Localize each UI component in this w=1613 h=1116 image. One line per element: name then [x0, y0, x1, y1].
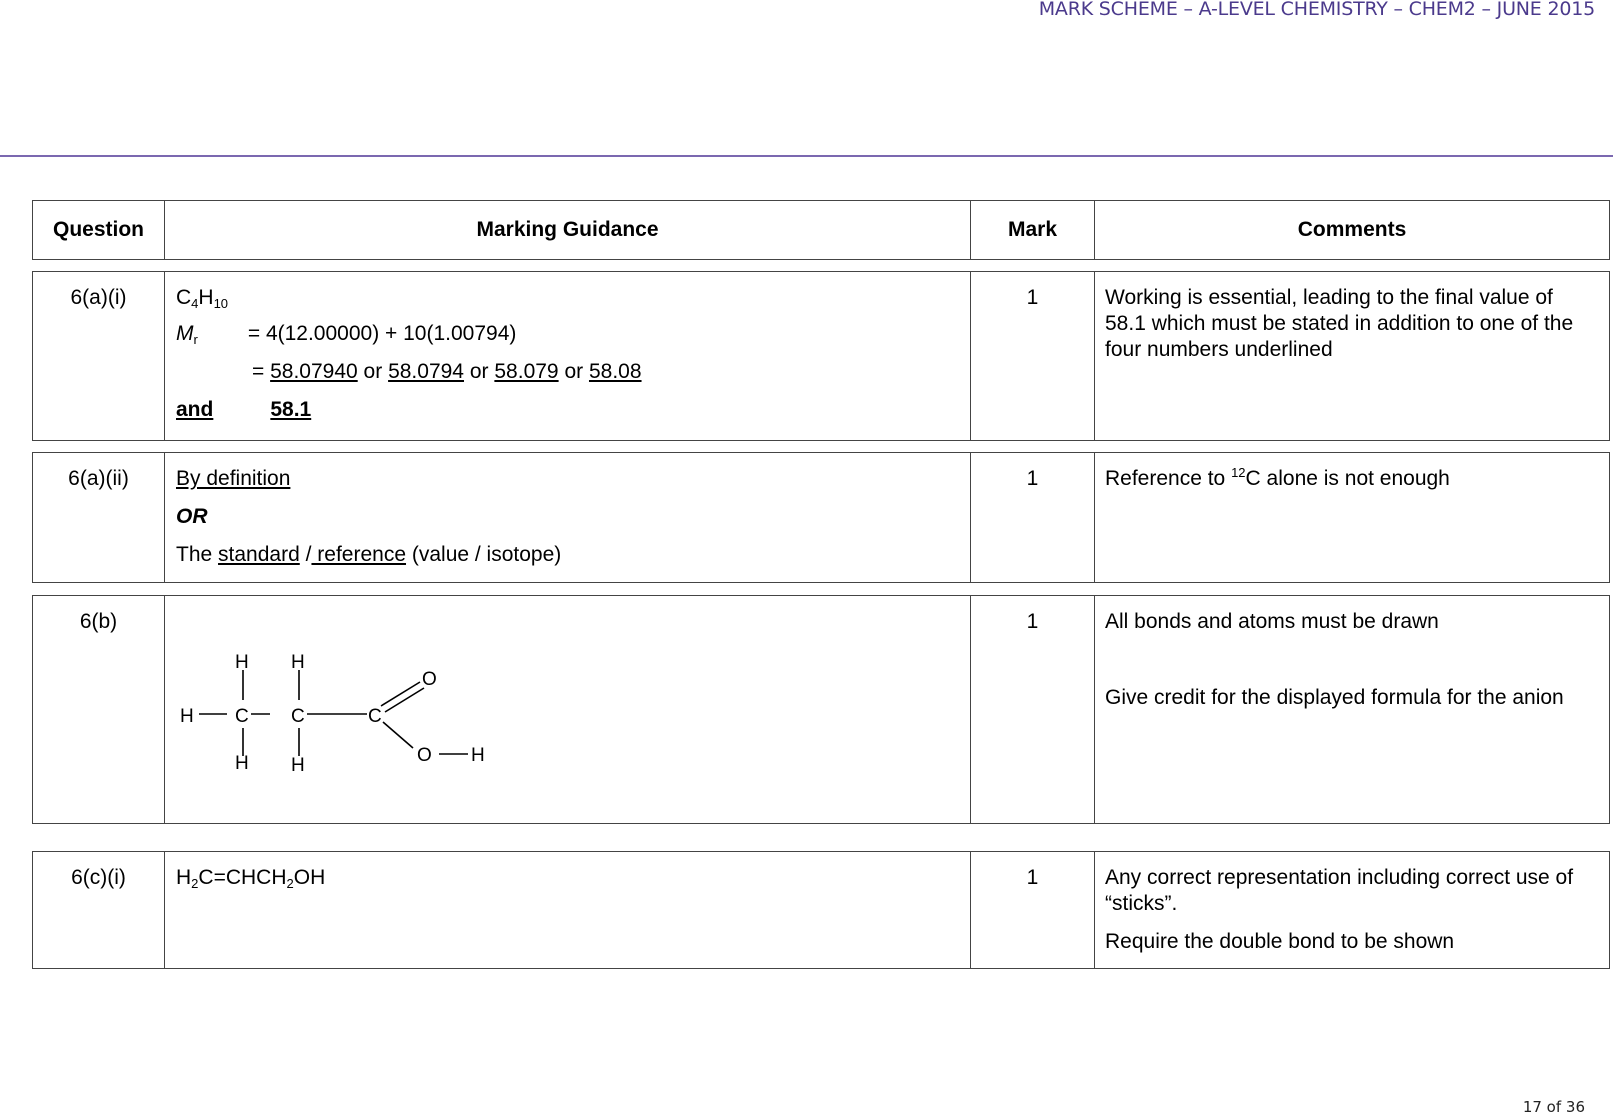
table-row	[32, 271, 1610, 441]
atom-c: C	[368, 706, 382, 727]
page-number: 17 of 36	[1522, 1098, 1585, 1116]
atom-h: H	[235, 753, 249, 774]
header-divider	[0, 155, 1613, 157]
question-number: 6(a)(ii)	[33, 453, 165, 582]
atom-c: C	[235, 706, 249, 727]
atom-c: C	[291, 706, 305, 727]
atom-o: O	[422, 669, 437, 690]
mark-value: 1	[971, 852, 1095, 968]
atom-h: H	[291, 652, 305, 673]
propanoic-acid-structure	[165, 596, 971, 825]
column-header-guidance: Marking Guidance	[165, 201, 971, 259]
mark-value: 1	[971, 453, 1095, 582]
table-row	[32, 595, 1610, 824]
marking-guidance	[165, 596, 971, 823]
marking-guidance: $C_4H_{10}$ $M_r = 4(12.00000) + 10(1.00794)$ = 58.07940 or 58.0794 or 58.079 or 58.08 and 58.1	[165, 272, 971, 440]
marking-guidance: By definition OR The standard / reference (value / isotope)	[165, 453, 971, 582]
comment-text: Any correct representation including correct use of “sticks”. Require the double bond to be shown	[1105, 866, 1574, 953]
atom-h: H	[471, 745, 485, 766]
marking-guidance: $H_2C=CHCH_2OH$	[165, 852, 971, 968]
atom-o: O	[417, 745, 432, 766]
atom-h: H	[291, 755, 305, 776]
question-number: 6(c)(i)	[33, 852, 165, 968]
mark-value: 1	[971, 596, 1095, 823]
question-number: 6(a)(i)	[33, 272, 165, 440]
table-row	[32, 851, 1610, 969]
column-header-comments: Comments	[1297, 218, 1407, 241]
header-title: MARK SCHEME – A-LEVEL CHEMISTRY – CHEM2 – JUNE 2015	[1038, 0, 1595, 20]
table-row	[32, 452, 1610, 583]
mark-value: 1	[971, 272, 1095, 440]
column-header-mark: Mark	[971, 201, 1095, 259]
comment-text: Working is essential, leading to the final value of 58.1 which must be stated in addition to one of the four numbers underlined	[1105, 286, 1574, 361]
atom-h: H	[235, 652, 249, 673]
column-header-question: Question	[33, 201, 165, 259]
question-number: 6(b)	[33, 596, 165, 823]
atom-h: H	[180, 706, 194, 727]
comment-text: All bonds and atoms must be drawn Give credit for the displayed formula for the anion	[1105, 610, 1564, 709]
table-header	[32, 200, 1610, 260]
comment-text: Reference to $^{12}$C alone is not enough	[1105, 465, 1450, 490]
